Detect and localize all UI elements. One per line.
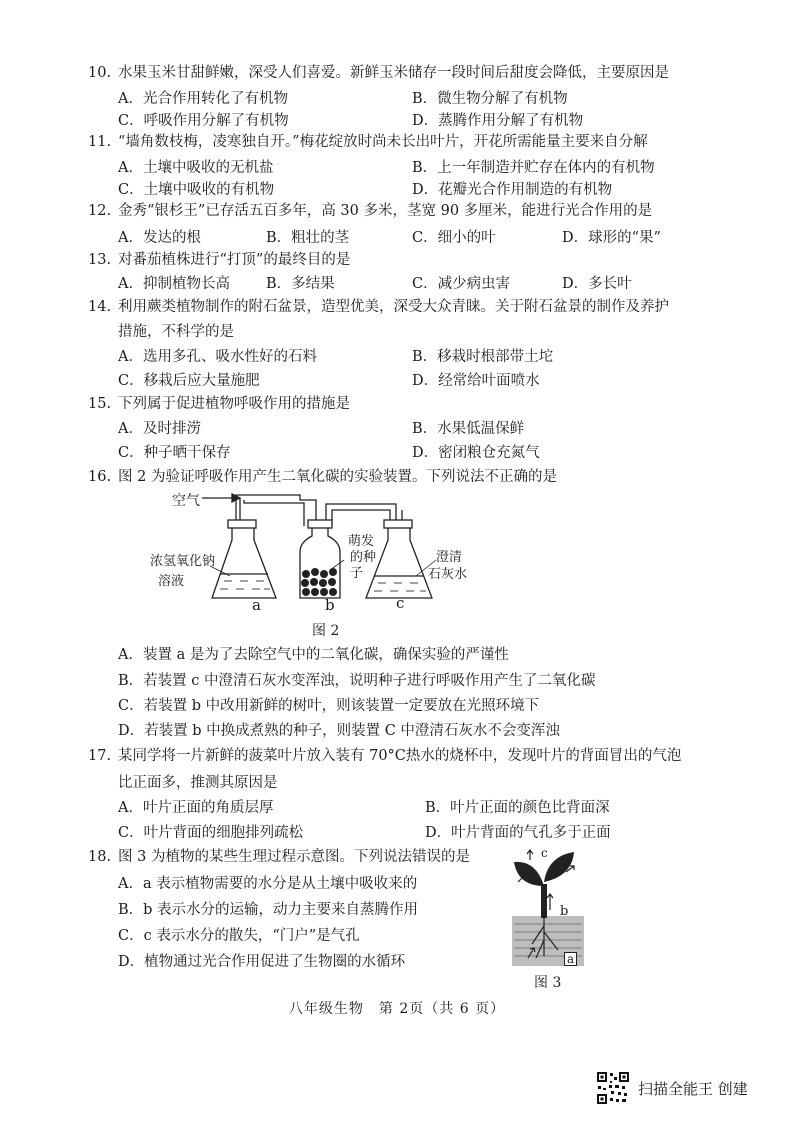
bottle-b-label: b: [325, 596, 335, 614]
option-b: B．上一年制造并贮存在体内的有机物: [412, 160, 655, 176]
question-number: 15.: [88, 396, 112, 412]
option-b: B．多结果: [266, 276, 335, 292]
option-a: A．装置 a 是为了去除空气中的二氧化碳，确保实验的严谨性: [118, 647, 509, 663]
question-stem-continued: 措施，不科学的是: [118, 324, 234, 340]
option-a: A．发达的根: [118, 230, 201, 246]
question-15: [88, 393, 350, 416]
question-number: 11.: [88, 134, 112, 150]
question-stem: “墙角数枝梅，凌寒独自开。”梅花绽放时尚未长出叶片，开花所需能量主要来自分解: [118, 134, 648, 150]
fig3-b-label: b: [560, 904, 569, 919]
question-number: 12.: [88, 203, 112, 219]
question-number: 18.: [88, 849, 112, 865]
option-d: D．多长叶: [562, 276, 632, 292]
naoh-solution-label: 溶液: [158, 574, 185, 589]
question-stem-continued: 比正面多，推测其原因是: [118, 775, 278, 791]
question-13: [88, 249, 350, 272]
seeds-label-3: 子: [350, 566, 364, 581]
figure-3-caption: 图 3: [534, 975, 562, 991]
scanner-watermark-text: 扫描全能王 创建: [638, 1080, 748, 1098]
option-b: B．移栽时根部带土坨: [412, 349, 554, 365]
option-a: A．选用多孔、吸水性好的石料: [118, 349, 317, 365]
question-number: 17.: [88, 748, 112, 764]
fig3-c-label: c: [541, 846, 548, 860]
limewater-label-2: 石灰水: [428, 567, 468, 582]
option-d: D．球形的“果”: [562, 230, 661, 246]
question-12: [88, 200, 652, 223]
question-number: 16.: [88, 469, 112, 485]
option-c: C．若装置 b 中改用新鲜的树叶，则该装置一定要放在光照环境下: [118, 698, 540, 714]
option-d: D．叶片背面的气孔多于正面: [425, 825, 611, 841]
option-d: D．若装置 b 中换成煮熟的种子，则装置 C 中澄清石灰水不会变浑浊: [118, 723, 560, 739]
option-c: C．移栽后应大量施肥: [118, 373, 260, 389]
question-stem: 对番茄植株进行“打顶”的最终目的是: [118, 252, 351, 268]
seeds-label-2: 的种: [350, 550, 377, 565]
air-label: 空气: [172, 493, 200, 509]
option-a: A．光合作用转化了有机物: [118, 91, 288, 107]
question-number: 13.: [88, 252, 112, 268]
option-a: A．抑制植物长高: [118, 276, 230, 292]
question-number: 14.: [88, 299, 112, 315]
question-18: [88, 846, 470, 869]
option-a: A．a 表示植物需要的水分是从土壤中吸收来的: [118, 876, 418, 892]
question-stem: 图 3 为植物的某些生理过程示意图。下列说法错误的是: [118, 849, 470, 865]
question-stem: 下列属于促进植物呼吸作用的措施是: [118, 396, 350, 412]
limewater-label-1: 澄清: [436, 550, 463, 565]
option-d: D．植物通过光合作用促进了生物圈的水循环: [118, 954, 406, 970]
question-stem: 利用蕨类植物制作的附石盆景，造型优美，深受大众青睐。关于附石盆景的制作及养护: [118, 299, 669, 315]
question-17: [88, 745, 681, 768]
option-b: B．b 表示水分的运输，动力主要来自蒸腾作用: [118, 902, 419, 918]
question-stem: 某同学将一片新鲜的菠菜叶片放入装有 70°C热水的烧杯中，发现叶片的背面冒出的气泡: [118, 748, 682, 764]
question-11: [88, 131, 648, 154]
figure-2-caption: 图 2: [312, 623, 340, 639]
option-a: A．叶片正面的角质层厚: [118, 800, 274, 816]
seeds-label-1: 萌发: [348, 534, 375, 549]
option-b: B．叶片正面的颜色比背面深: [425, 800, 610, 816]
page-footer: 八年级生物 第 2页（共 6 页）: [288, 1001, 506, 1017]
option-c: C．c 表示水分的散失，“门户”是气孔: [118, 928, 360, 944]
question-stem: 图 2 为验证呼吸作用产生二氧化碳的实验装置。下列说法不正确的是: [118, 469, 557, 485]
question-10: [88, 62, 669, 85]
option-c: C．细小的叶: [412, 230, 496, 246]
option-b: B．水果低温保鲜: [412, 421, 525, 437]
option-d: D．经常给叶面喷水: [412, 373, 540, 389]
figure-3-plant: [508, 846, 588, 968]
option-d: D．花瓣光合作用制造的有机物: [412, 182, 613, 198]
question-number: 10.: [88, 65, 112, 81]
question-stem: 金秀“银杉王”已存活五百多年，高 30 多米，茎宽 90 多厘米，能进行光合作用的是: [118, 203, 653, 219]
naoh-label: 浓氢氧化钠: [150, 554, 216, 569]
question-stem: 水果玉米甘甜鲜嫩，深受人们喜爱。新鲜玉米储存一段时间后甜度会降低，主要原因是: [118, 65, 669, 81]
qr-code-icon: [596, 1071, 630, 1105]
option-b: B．粗壮的茎: [266, 230, 350, 246]
flask-c-label: c: [396, 594, 405, 612]
fig3-a-label: a: [564, 952, 577, 966]
option-b: B．微生物分解了有机物: [412, 91, 568, 107]
question-14: [88, 296, 669, 319]
option-d: D．密闭粮仓充氮气: [412, 445, 540, 461]
option-c: C．种子晒干保存: [118, 445, 231, 461]
option-c: C．叶片背面的细胞排列疏松: [118, 825, 304, 841]
option-b: B．若装置 c 中澄清石灰水变浑浊，说明种子进行呼吸作用产生了二氧化碳: [118, 673, 596, 689]
option-a: A．土壤中吸收的无机盐: [118, 160, 274, 176]
option-a: A．及时排涝: [118, 421, 201, 437]
option-c: C．土壤中吸收的有机物: [118, 182, 275, 198]
option-c: C．减少病虫害: [412, 276, 511, 292]
option-d: D．蒸腾作用分解了有机物: [412, 113, 584, 129]
flask-a-label: a: [252, 596, 261, 614]
option-c: C．呼吸作用分解了有机物: [118, 113, 289, 129]
